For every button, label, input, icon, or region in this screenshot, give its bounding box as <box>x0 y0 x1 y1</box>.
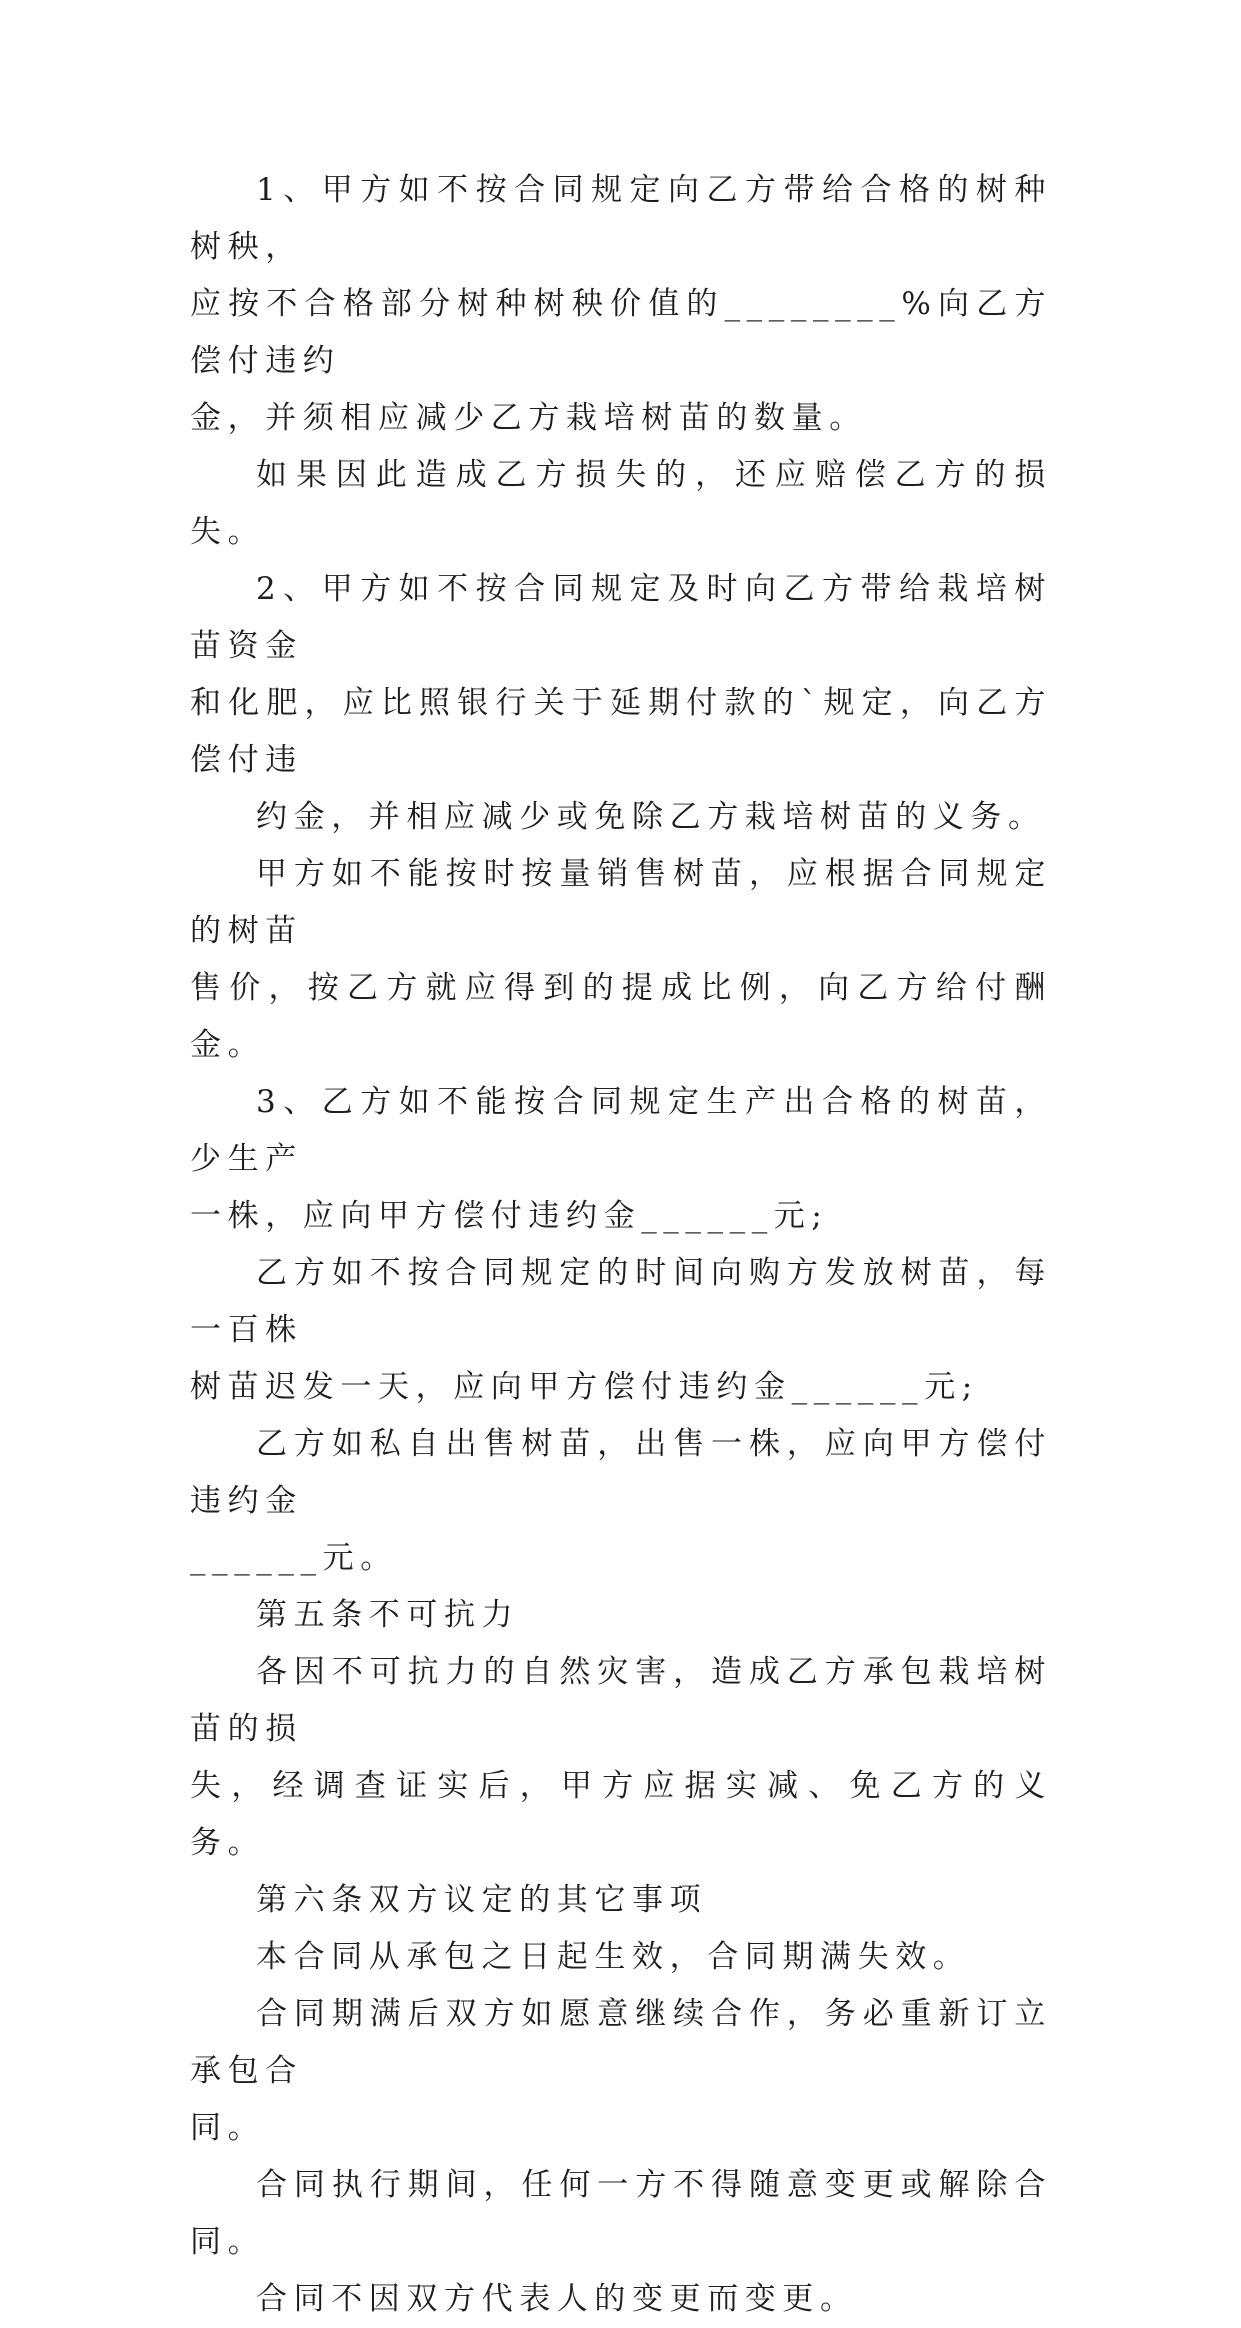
text-line: 乙方如不按合同规定的时间向购方发放树苗，每一百株 <box>190 1255 1052 1348</box>
text-line: 树苗迟发一天，应向甲方偿付违约金______元; <box>190 1369 979 1405</box>
text-line: 应按不合格部分树种树秧价值的________%向乙方偿付违约 <box>190 286 1052 379</box>
paragraph <box>190 1587 1052 1644</box>
text-line: 第六条双方议定的其它事项 <box>256 1882 708 1918</box>
paragraph <box>190 1872 1052 1929</box>
text-line: 本合同从承包之日起生效，合同期满失效。 <box>256 1939 971 1975</box>
paragraph <box>190 1416 1052 1587</box>
paragraph <box>190 789 1052 846</box>
paragraph <box>190 2271 1052 2328</box>
text-line: 乙方如私自出售树苗，出售一株，应向甲方偿付违约金 <box>190 1426 1052 1519</box>
text-line: 和化肥，应比照银行关于延期付款的`规定，向乙方偿付违 <box>190 685 1052 778</box>
text-line: 售价，按乙方就应得到的提成比例，向乙方给付酬金。 <box>190 970 1052 1063</box>
text-line: 各因不可抗力的自然灾害，造成乙方承包栽培树苗的损 <box>190 1654 1052 1747</box>
text-line: ______元。 <box>190 1540 398 1576</box>
text-line: 失，经调查证实后，甲方应据实减、免乙方的义务。 <box>190 1768 1052 1861</box>
text-line: 甲方如不能按时按量销售树苗，应根据合同规定的树苗 <box>190 856 1052 949</box>
paragraph <box>190 2157 1052 2271</box>
text-line: 一株，应向甲方偿付违约金______元; <box>190 1198 829 1234</box>
text-line: 3、乙方如不能按合同规定生产出合格的树苗，少生产 <box>190 1084 1052 1177</box>
paragraph <box>190 1644 1052 1872</box>
text-line: 如果因此造成乙方损失的，还应赔偿乙方的损失。 <box>190 457 1052 550</box>
paragraph <box>190 846 1052 1074</box>
paragraph <box>190 1245 1052 1416</box>
paragraph <box>190 561 1052 789</box>
text-line: 同。 <box>190 2110 266 2146</box>
contract-text <box>190 162 1052 2328</box>
text-line: 第五条不可抗力 <box>256 1597 520 1633</box>
text-line: 合同执行期间，任何一方不得随意变更或解除合同。 <box>190 2167 1052 2260</box>
paragraph <box>190 447 1052 561</box>
text-line: 合同不因双方代表人的变更而变更。 <box>256 2281 858 2317</box>
text-line: 1、甲方如不按合同规定向乙方带给合格的树种树秧， <box>190 172 1052 265</box>
text-line: 约金，并相应减少或免除乙方栽培树苗的义务。 <box>256 799 1046 835</box>
text-line: 2、甲方如不按合同规定及时向乙方带给栽培树苗资金 <box>190 571 1052 664</box>
text-line: 合同期满后双方如愿意继续合作，务必重新订立承包合 <box>190 1996 1052 2089</box>
paragraph <box>190 1074 1052 1245</box>
paragraph <box>190 1929 1052 1986</box>
paragraph <box>190 1986 1052 2157</box>
text-line: 金，并须相应减少乙方栽培树苗的数量。 <box>190 400 867 436</box>
paragraph <box>190 162 1052 447</box>
